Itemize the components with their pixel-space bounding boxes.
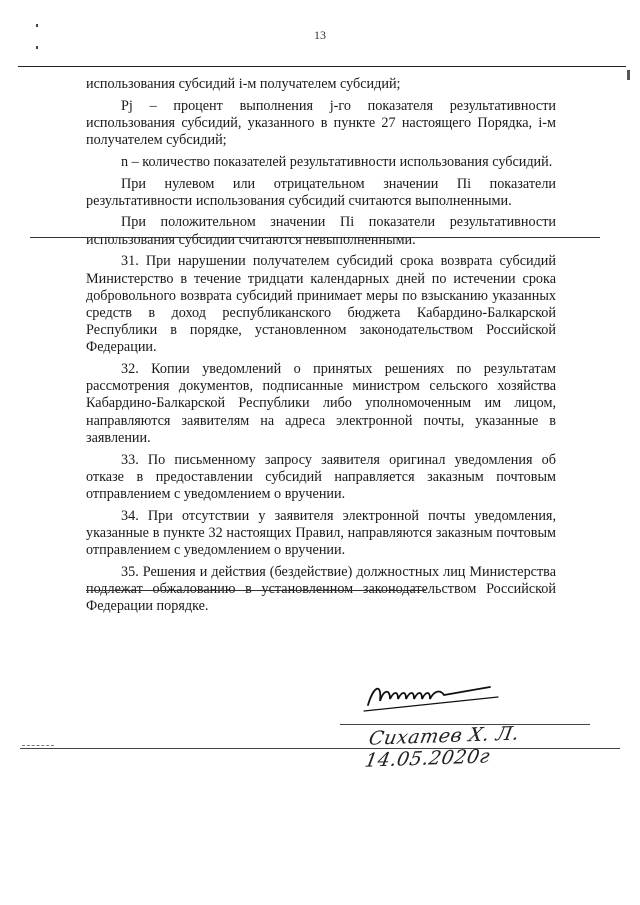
paragraph: 31. При нарушении получателем субсидий срока возврата субсидий Министерство в течение тридцати календарных дней по истечении срока добровольного возврата субсидий принимает меры по взысканию указанных средств в доход республиканского бюджета Кабардино-Балкарской Республики в порядке, установленном законодательством Российской Федерации.	[86, 253, 556, 356]
paragraph: 34. При отсутствии у заявителя электронной почты уведомления, указанные в пункте 32 настоящих Правил, направляются заказным почтовым отправлением с уведомлением о вручении.	[86, 507, 556, 559]
page-number: 13	[314, 28, 326, 42]
signature-name-date: Сихатев Х. Л. 14.05.2020г	[363, 722, 522, 772]
margin-mark	[627, 70, 630, 80]
strike-line	[30, 237, 600, 238]
paragraph: 32. Копии уведомлений о принятых решениях по результатам рассмотрения документов, подписанные министром сельского хозяйства Кабардино-Балкарской Республики либо уполномоченным им лицом, направляются заявителям на адреса электронной почты, указанные в заявлении.	[86, 361, 556, 446]
scan-speck	[36, 46, 38, 49]
paragraph: При положительном значении Пi показатели результативности использования субсидии считаются невыполненными.	[86, 214, 556, 248]
scan-speck	[36, 24, 38, 27]
header-rule	[18, 66, 626, 67]
dashed-mark	[22, 745, 54, 746]
document-body	[86, 76, 556, 620]
paragraph: n – количество показателей результативности использования субсидий.	[121, 153, 553, 170]
strike-line	[86, 590, 426, 591]
paragraph: При нулевом или отрицательном значении Пi показатели результативности использования субсидий считаются выполненными.	[86, 175, 556, 209]
paragraph: 35. Решения и действия (бездействие) должностных лиц Министерства подлежат обжалованию в установленном законодательством Российской Федерации порядке.	[86, 563, 556, 615]
paragraph: 33. По письменному запросу заявителя оригинал уведомления об отказе в предоставлении субсидий направляется заказным почтовым отправлением с уведомлением о вручении.	[86, 451, 556, 502]
signature-scribble	[360, 675, 510, 715]
paragraph: Pj – процент выполнения j-го показателя результативности использования субсидий, указанного в пункте 27 настоящего Порядка, i-м получателем субсидий;	[86, 97, 556, 149]
paragraph: использования субсидий i-м получателем субсидий;	[86, 76, 401, 92]
